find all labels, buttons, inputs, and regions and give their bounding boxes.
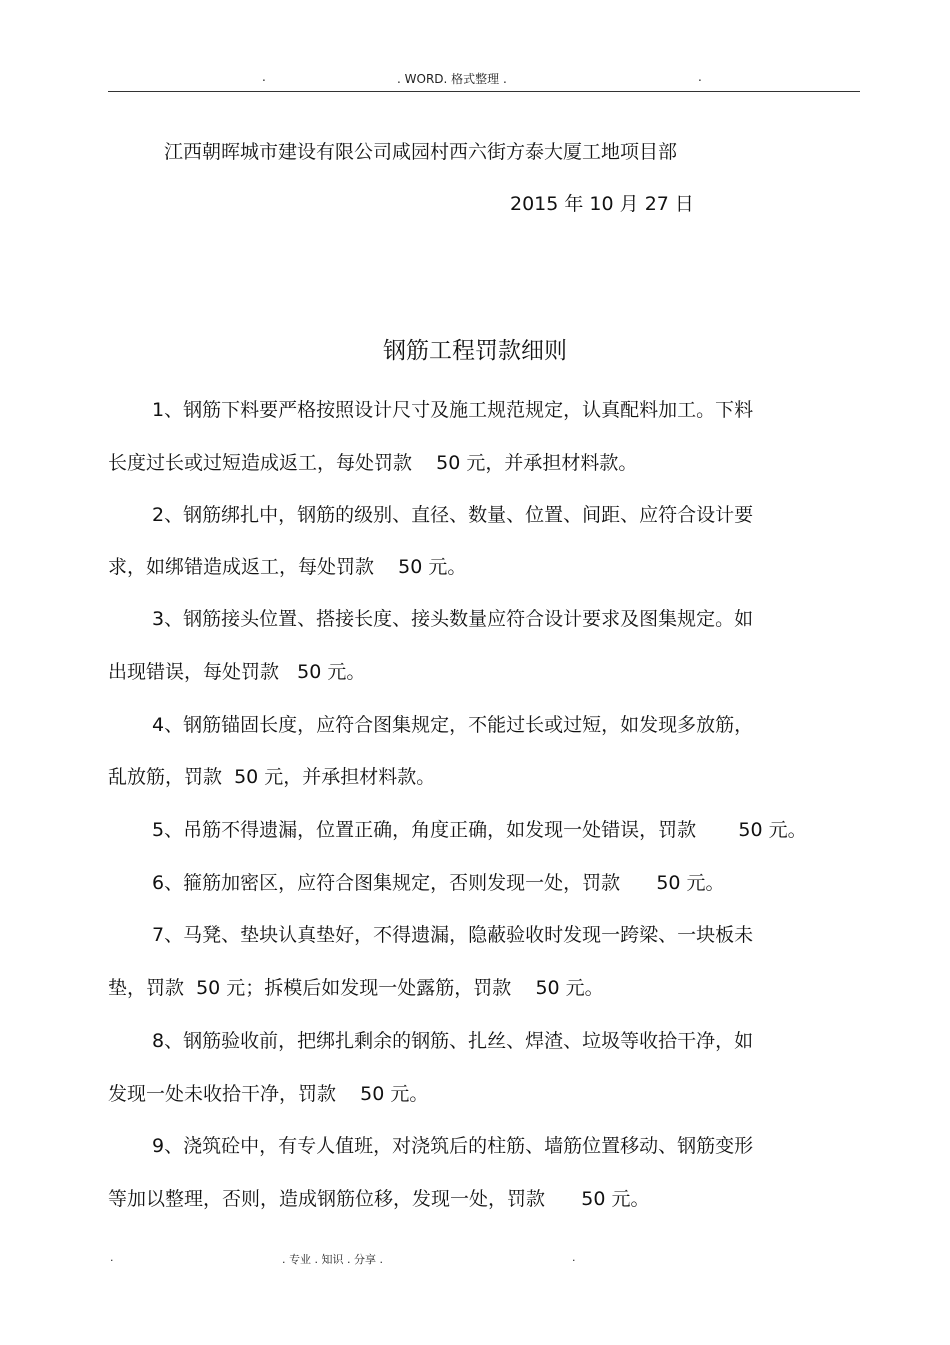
header-watermark: . WORD. 格式整理 . bbox=[397, 72, 507, 86]
rule-line: 7、马凳、垫块认真垫好，不得遗漏，隐蔽验收时发现一跨梁、一块板未 bbox=[152, 924, 754, 946]
header-left-dot: . bbox=[262, 70, 266, 84]
rule-line: 4、钢筋锚固长度，应符合图集规定，不能过长或过短，如发现多放筋， bbox=[152, 714, 754, 736]
document-date: 2015 年 10 月 27 日 bbox=[510, 193, 694, 215]
rule-line: 求，如绑错造成返工，每处罚款 50 元。 bbox=[108, 556, 467, 578]
page-header bbox=[0, 70, 950, 90]
rule-line: 9、浇筑砼中，有专人值班，对浇筑后的柱筋、墙筋位置移动、钢筋变形 bbox=[152, 1135, 754, 1157]
rule-line: 等加以整理，否则，造成钢筋位移，发现一处，罚款 50 元。 bbox=[108, 1188, 650, 1210]
rule-line: 6、箍筋加密区，应符合图集规定，否则发现一处，罚款 50 元。 bbox=[152, 872, 725, 894]
rule-line: 发现一处未收拾干净，罚款 50 元。 bbox=[108, 1083, 429, 1105]
header-right-dot: . bbox=[698, 70, 702, 84]
company-name: 江西朝晖城市建设有限公司咸园村西六街方泰大厦工地项目部 bbox=[164, 141, 678, 163]
rule-line: 2、钢筋绑扎中，钢筋的级别、直径、数量、位置、间距、应符合设计要 bbox=[152, 504, 754, 526]
rule-line: 3、钢筋接头位置、搭接长度、接头数量应符合设计要求及图集规定。如 bbox=[152, 608, 754, 630]
rule-line: 8、钢筋验收前，把绑扎剩余的钢筋、扎丝、焊渣、垃圾等收拾干净，如 bbox=[152, 1030, 754, 1052]
rule-line: 1、钢筋下料要严格按照设计尺寸及施工规范规定，认真配料加工。下料 bbox=[152, 399, 754, 421]
rule-line: 5、吊筋不得遗漏，位置正确，角度正确，如发现一处错误，罚款 50 元。 bbox=[152, 819, 807, 841]
rule-line: 出现错误，每处罚款 50 元。 bbox=[108, 661, 366, 683]
rule-line: 乱放筋，罚款 50 元，并承担材料款。 bbox=[108, 766, 436, 788]
header-rule bbox=[108, 91, 860, 92]
document-title: 钢筋工程罚款细则 bbox=[383, 338, 567, 364]
footer-left-dot: . bbox=[110, 1251, 114, 1264]
page-footer bbox=[0, 1251, 950, 1269]
footer-watermark: . 专业 . 知识 . 分享 . bbox=[282, 1253, 383, 1266]
rule-line: 垫，罚款 50 元；拆模后如发现一处露筋，罚款 50 元。 bbox=[108, 977, 604, 999]
footer-right-dot: . bbox=[572, 1251, 576, 1264]
rule-line: 长度过长或过短造成返工，每处罚款 50 元，并承担材料款。 bbox=[108, 452, 638, 474]
